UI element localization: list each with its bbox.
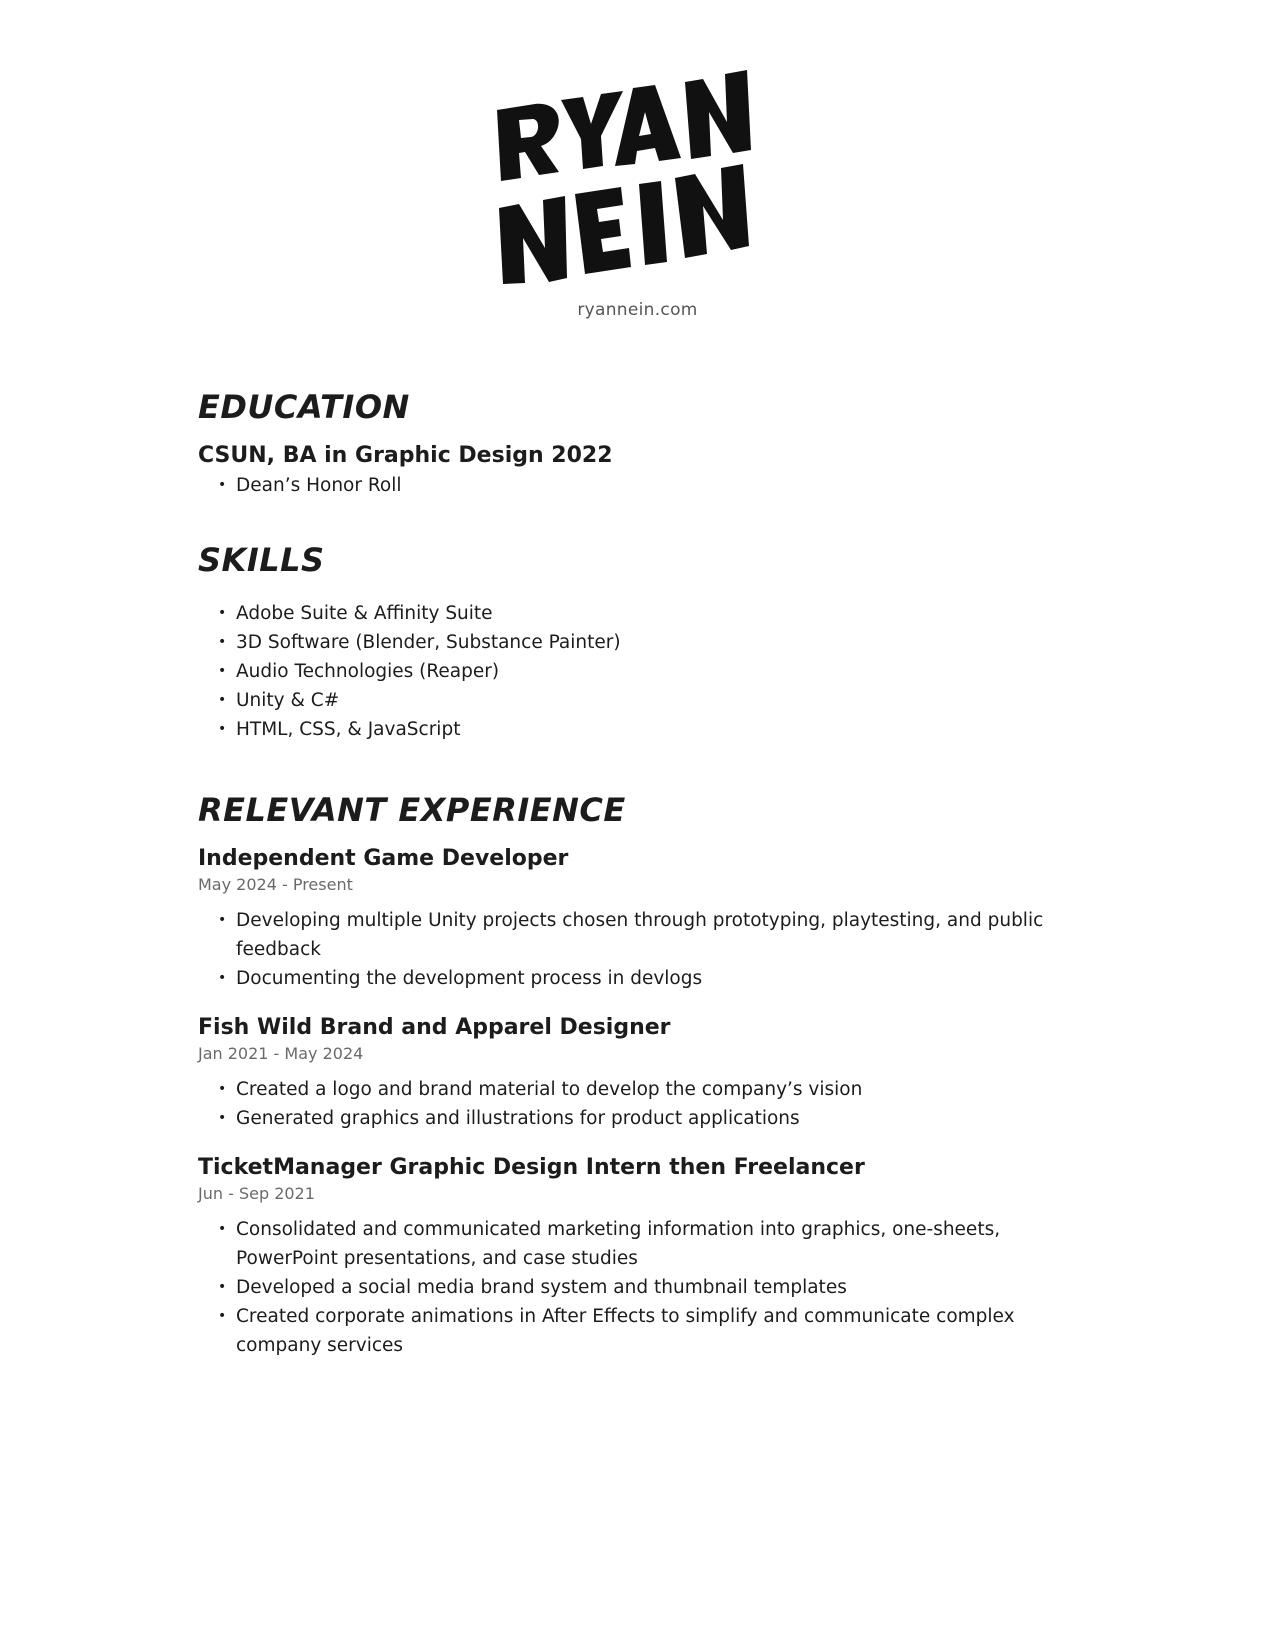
experience-section [198,788,1078,1360]
experience-heading: RELEVANT EXPERIENCE [198,791,626,829]
job-entry [198,1153,1078,1360]
list-item: • Developed a social media brand system and thumbnail templates [236,1273,1078,1302]
job-date: May 2024 - Present [198,875,353,894]
ryan-nein-logo-image [495,62,770,284]
list-item: • Generated graphics and illustrations for product applications [236,1104,1078,1133]
skills-bullets [198,599,1078,744]
education-heading: EDUCATION [198,388,410,426]
list-item: • Developing multiple Unity projects chosen through prototyping, playtesting, and public feedback [236,906,1078,964]
job-bullets [198,1075,1078,1133]
list-item: • HTML, CSS, & JavaScript [236,715,1078,744]
education-section [198,385,1078,500]
list-item: • Created a logo and brand material to develop the company’s vision [236,1075,1078,1104]
job-title: Fish Wild Brand and Apparel Designer [198,1015,671,1040]
list-item: • Consolidated and communicated marketing information into graphics, one-sheets, PowerPoint presentations, and case studies [236,1215,1078,1273]
job-title: Independent Game Developer [198,846,569,871]
job-bullets [198,1215,1078,1360]
education-bullets [198,471,1078,500]
list-item: • Created corporate animations in After Effects to simplify and communicate complex company services [236,1302,1078,1360]
skills-section [198,538,1078,744]
job-bullets [198,906,1078,993]
list-item: • 3D Software (Blender, Substance Painter) [236,628,1078,657]
logo [495,62,770,284]
skills-heading: SKILLS [198,541,325,579]
job-entry [198,844,1078,993]
job-entry [198,1013,1078,1133]
job-date: Jun - Sep 2021 [198,1184,315,1203]
job-title: TicketManager Graphic Design Intern then Freelancer [198,1155,865,1180]
list-item: • Audio Technologies (Reaper) [236,657,1078,686]
list-item: • Adobe Suite & Affinity Suite [236,599,1078,628]
resume-content [198,385,1078,1360]
list-item: • Unity & C# [236,686,1078,715]
list-item: • Dean’s Honor Roll [236,471,1078,500]
job-date: Jan 2021 - May 2024 [198,1044,364,1063]
list-item: • Documenting the development process in devlogs [236,964,1078,993]
website-url[interactable]: ryannein.com [577,300,698,320]
education-entry-title: CSUN, BA in Graphic Design 2022 [198,443,613,468]
